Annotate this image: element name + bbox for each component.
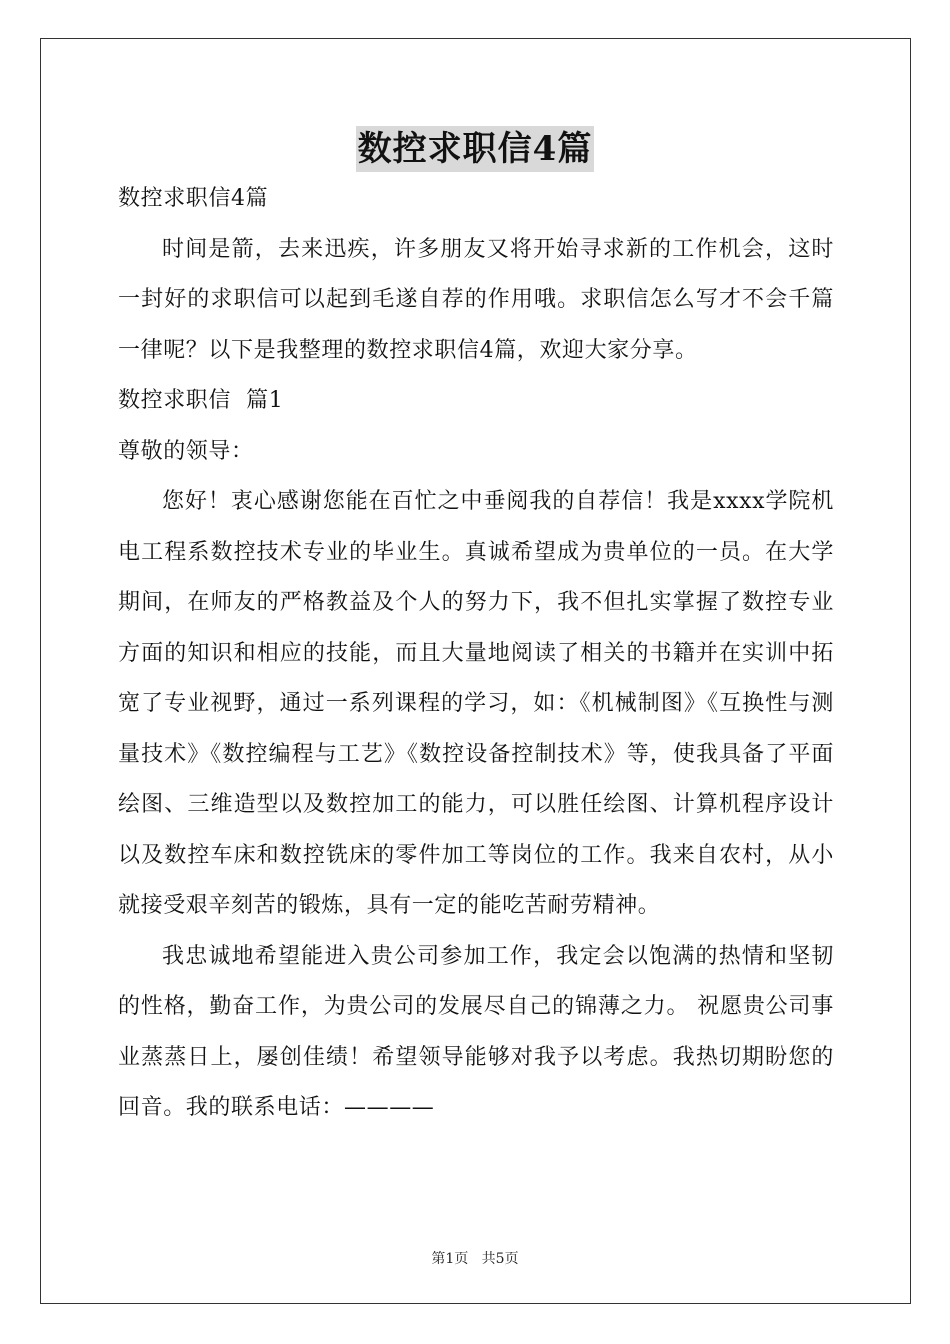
intro-paragraph: 时间是箭，去来迅疾，许多朋友又将开始寻求新的工作机会，这时一封好的求职信可以起到毛遂自荐的作用哦。求职信怎么写才不会千篇一律呢？以下是我整理的数控求职信4篇，欢迎大家分享。 — [118, 236, 834, 363]
document-body — [118, 174, 834, 1134]
body-paragraph-1: 您好！衷心感谢您能在百忙之中垂阅我的自荐信！我是xxxx学院机电工程系数控技术专业的毕业生。真诚希望成为贵单位的一员。在大学期间，在师友的严格教益及个人的努力下，我不但扎实掌握了数控专业方面的知识和相应的技能，而且大量地阅读了相关的书籍并在实训中拓宽了专业视野，通过一系列课程的学习，如：《机械制图》《互换性与测量技术》《数控编程与工艺》《数控设备控制技术》等，使我具备了平面绘图、三维造型以及数控加工的能力，可以胜任绘图、计算机程序设计以及数控车床和数控铣床的零件加工等岗位的工作。我来自农村，从小就接受艰辛刻苦的锻炼，具有一定的能吃苦耐劳精神。 — [118, 489, 834, 918]
document-subtitle: 数控求职信4篇 — [118, 186, 269, 211]
section-heading: 数控求职信 篇1 — [118, 388, 284, 413]
page-footer — [0, 1248, 950, 1268]
salutation: 尊敬的领导： — [118, 438, 254, 464]
document-title: 数控求职信4篇 — [356, 126, 595, 172]
title-container — [0, 126, 950, 172]
page-indicator: 第1页 共5页 — [431, 1251, 519, 1267]
body-paragraph-2: 我忠诚地希望能进入贵公司参加工作，我定会以饱满的热情和坚韧的性格，勤奋工作，为贵公司的发展尽自己的锦薄之力。 祝愿贵公司事业蒸蒸日上，屡创佳绩！希望领导能够对我予以考虑。我热切期盼您的回音。我的联系电话：———— — [118, 943, 834, 1120]
